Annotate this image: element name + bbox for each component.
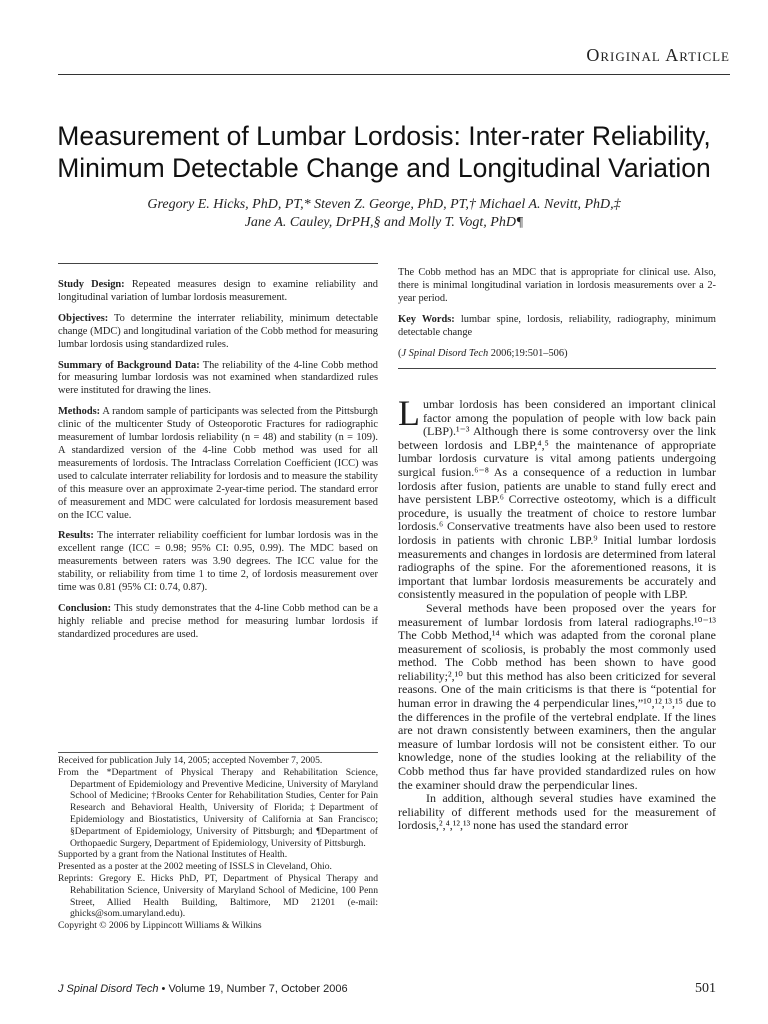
footnote-presented: Presented as a poster at the 2002 meeting of ISSLS in Cleveland, Ohio. [58, 861, 332, 873]
title-line-1: Measurement of Lumbar Lordosis: Inter-rater Reliability, [57, 121, 711, 151]
right-column-front-matter [398, 266, 716, 369]
footnote-funding: Supported by a grant from the National Institutes of Health. [58, 849, 288, 861]
footer-issue: • Volume 19, Number 7, October 2006 [158, 983, 348, 995]
keywords-heading: Key Words: [398, 314, 455, 325]
abstract-heading: Results: [58, 530, 94, 542]
abstract-heading: Methods: [58, 406, 101, 418]
footnote-reprints: Reprints: Gregory E. Hicks PhD, PT, Department of Physical Therapy and Rehabilitation Science, University of Maryland School of Medicine, 100 Penn Street, Allied Health Building, Baltimore, MD 21201 (e-mail: ghicks@som.umaryland.edu). [58, 872, 378, 920]
footnote-copyright: Copyright © 2006 by Lippincott Williams & Wilkins [58, 920, 262, 932]
author-line-2: Jane A. Cauley, DrPH,§ and Molly T. Vogt, PhD¶ [244, 215, 524, 230]
footer-journal [58, 983, 348, 995]
header-rule [58, 74, 730, 75]
citation [398, 347, 716, 360]
abstract [58, 279, 378, 650]
author-list [40, 196, 728, 232]
article-title [40, 120, 728, 184]
abstract-text: To determine the interrater reliability, minimum detectable change (MDC) and longitudinal variation of the Cobb method for measuring lumbar lordosis using standardized rules. [58, 312, 378, 350]
title-line-2: Minimum Detectable Change and Longitudinal Variation [57, 153, 711, 183]
abstract-text: A random sample of participants was selected from the Pittsburgh clinic of the multicenter Study of Osteoporotic Fractures for radiographic measurement of lumbar lordosis reliability (n = 48) and stability (n = 109). A standardized version of the 4-line Cobb method was used for all measurements of lordosis. The Intraclass Correlation Coefficient (ICC) was used to calculate interrater reliability for lordosis and to measure the stability of this measure over an approximate 2-year-time period. The standard error of measurement and MDC were calculated for lordosis measurement based on the ICC value. [58, 406, 378, 521]
citation-rest: 2006;19:501–506) [488, 348, 568, 359]
abstract-methods [58, 406, 378, 522]
footer-journal-name: J Spinal Disord Tech [58, 983, 159, 995]
abstract-text: Repeated measures design to examine reliability and longitudinal variation of lumbar lordosis measurement. [58, 279, 378, 303]
abstract-text: The interrater reliability coefficient for lumbar lordosis was in the excellent range (ICC = 0.98; 95% CI: 0.95, 0.99). The MDC based on measurements between raters was 3.90 degrees. The ICC value for the stability, or reliability from time 1 to time 2, of lordosis measurement over time was 0.81 (95% CI: 0.74, 0.87). [58, 530, 378, 594]
citation-journal: J Spinal Disord Tech [401, 348, 489, 359]
abstract-heading: Objectives: [58, 312, 109, 324]
abstract-study-design [58, 279, 378, 305]
drop-cap: L [398, 393, 420, 433]
abstract-text: This study demonstrates that the 4-line Cobb method can be a highly reliable and precise method for measuring lumbar lordosis if standardized procedures are used. [58, 602, 378, 640]
abstract-conclusion [58, 603, 378, 642]
body-paragraph-2: Several methods have been proposed over the years for measurement of lumbar lordosis from lateral radiographs.¹⁰⁻¹³ The Cobb Method,¹⁴ which was adapted from the coronal plane measurement of scoliosis, is probably the most commonly used method. The Cobb method has been shown to have good reliability;²,¹⁰ but this method has also been criticized for several reasons. One of the main criticisms is that there is “potential for human error in drawing the 4 perpendicular lines,”¹⁰,¹²,¹³,¹⁵ due to the differences in the profile of the vertebral endplate. If the lines are not drawn consistently between examiners, then the angular measure of lumbar lordosis will not be consistent either. To our knowledge, none of the studies looking at the reliability of the Cobb method thus far have provided standardized rules on how the examiner should draw the perpendicular lines. [398, 600, 716, 792]
abstract-rule [58, 263, 378, 264]
abstract-objectives [58, 313, 378, 352]
citation-open: ( [398, 348, 402, 359]
section-label: Original Article [586, 45, 730, 65]
article-body [398, 393, 716, 833]
footnote-received: Received for publication July 14, 2005; accepted November 7, 2005. [58, 755, 323, 766]
author-line-1: Gregory E. Hicks, PhD, PT,* Steven Z. George, PhD, PT,† Michael A. Nevitt, PhD,‡ [147, 197, 621, 212]
abstract-text: The reliability of the 4-line Cobb method for measuring lumbar lordosis was not examined when standardized rules were instituted for drawing the lines. [58, 359, 378, 397]
keywords-text: lumbar spine, lordosis, reliability, radiography, minimum detectable change [398, 314, 716, 338]
body-paragraph-1 [398, 393, 716, 602]
abstract-heading: Study Design: [58, 279, 125, 290]
body-text: umbar lordosis has been considered an important clinical factor among the population of people with low back pain (LBP).¹⁻³ Although there is some controversy over the link between lordosis and LBP,⁴,⁵ the maintenance of appropriate lumbar lordosis curvature is vital among patients undergoing surgical fusion.⁶⁻⁸ As a consequence of a reduction in lumbar lordosis after fusion, patients are unable to stand fully erect and have persistent LBP.⁶ Corrective osteotomy, which is a difficult procedure, is usually the treatment of choice to restore lumbar lordosis.⁶ Conservative treatments have also been used to restore lordosis in patients with chronic LBP.⁹ Initial lumbar lordosis measurements and changes in lordosis are determined from lateral radiographs of the spine. For the aforementioned reasons, it is important that lumbar lordosis measurements be accurately and consistently measured in the population of people with LBP. [398, 397, 716, 602]
body-paragraph-3: In addition, although several studies have examined the reliability of different methods used for the measurement of lordosis,²,⁴,¹²,¹³ none has used the standard error [398, 791, 716, 833]
page-number: 501 [695, 981, 716, 996]
citation-rule [398, 368, 716, 369]
footnotes [58, 752, 378, 932]
abstract-background [58, 360, 378, 399]
abstract-heading: Conclusion: [58, 602, 112, 614]
abstract-heading: Summary of Background Data: [58, 359, 200, 371]
footnote-rule [58, 752, 378, 753]
keywords [398, 313, 716, 339]
abstract-continued: The Cobb method has an MDC that is appropriate for clinical use. Also, there is minimal longitudinal variation in lordosis measurements over a 2-year period. [398, 267, 716, 304]
abstract-results [58, 530, 378, 595]
footnote-affiliations: From the *Department of Physical Therapy and Rehabilitation Science, Department of Epidemiology and Preventive Medicine, University of Maryland School of Medicine; †Brooks Center for Rehabilitation Studies, Center for Pain Research and Behavioral Health, University of Florida; ‡Department of Epidemiology and Biostatistics, University of California at San Francisco; §Department of Epidemiology, University of Pittsburgh; and ¶Department of Orthopaedic Surgery, Department of Epidemiology, University of Pittsburgh. [58, 766, 378, 849]
